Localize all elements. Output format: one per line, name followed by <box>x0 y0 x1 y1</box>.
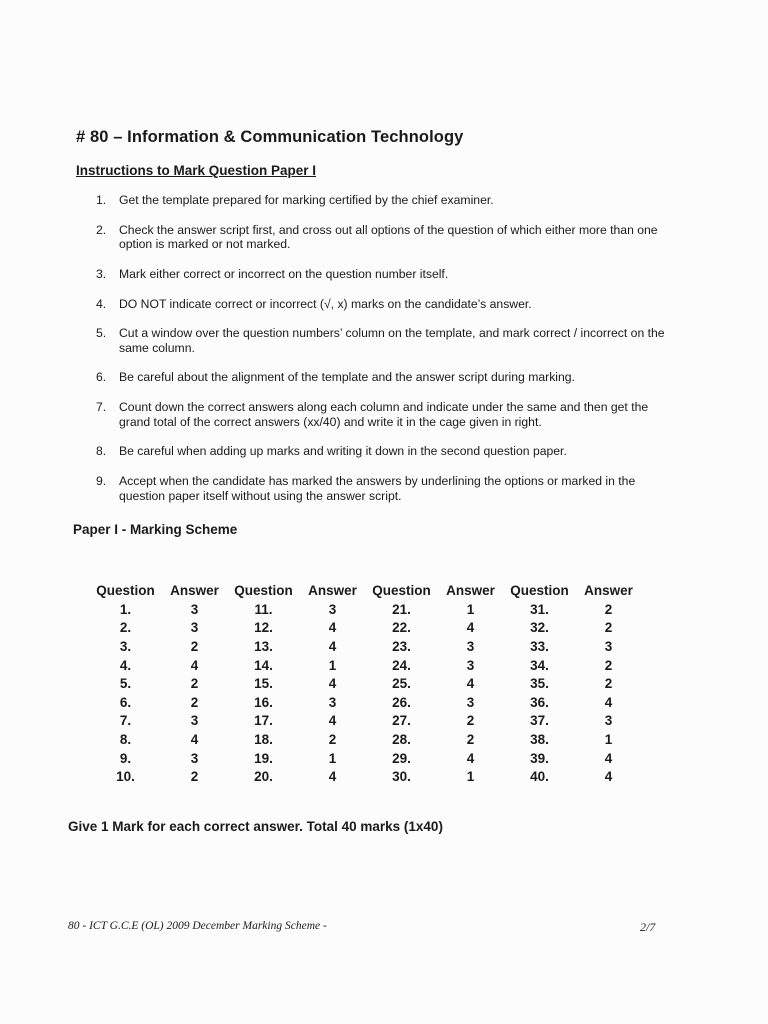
answer-cell: 1 <box>604 731 613 747</box>
instruction-text: Check the answer script first, and cross out all options of the question of which either more than one option is marked or not marked. <box>119 222 658 252</box>
answer-cell: 2 <box>190 769 199 785</box>
answer-cell: 2 <box>604 601 613 617</box>
column-header: Question <box>372 583 431 598</box>
instruction-text: DO NOT indicate correct or incorrect (√, x) marks on the candidate’s answer. <box>119 296 532 311</box>
instruction-item <box>96 400 676 429</box>
document-title: # 80 – Information & Communication Technology <box>76 128 464 146</box>
question-number-cell: 35. <box>530 676 549 692</box>
question-number-cell: 8. <box>119 731 132 747</box>
question-number-cell: 7. <box>119 713 132 729</box>
instruction-text: Count down the correct answers along each column and indicate under the same and then get the grand total of the correct answers (xx/40) and write it in the cage given in right. <box>119 400 649 429</box>
question-number-cell: 5. <box>119 676 132 692</box>
instruction-number: 8. <box>96 444 107 459</box>
table-row <box>90 600 642 619</box>
instruction-item <box>96 370 676 385</box>
answer-cell: 2 <box>328 731 337 747</box>
question-number-cell: 14. <box>254 657 273 673</box>
instructions-list <box>96 193 676 518</box>
question-number-cell: 3. <box>119 638 132 654</box>
column-header: Answer <box>584 583 633 598</box>
instruction-number: 1. <box>96 193 107 207</box>
instruction-number: 3. <box>96 266 107 281</box>
column-header: Question <box>234 583 293 598</box>
question-number-cell: 27. <box>392 713 411 729</box>
question-number-cell: 34. <box>530 657 549 673</box>
question-number-cell: 22. <box>392 620 411 636</box>
table-row <box>90 749 642 768</box>
instruction-number: 6. <box>96 370 107 385</box>
column-header: Answer <box>446 583 495 598</box>
instruction-item <box>96 326 676 355</box>
table-row <box>90 656 642 675</box>
question-number-cell: 31. <box>530 601 549 617</box>
column-header: Answer <box>308 583 357 598</box>
question-number-cell: 20. <box>254 769 273 785</box>
answer-cell: 4 <box>466 750 475 766</box>
answer-cell: 3 <box>466 638 475 654</box>
question-number-cell: 10. <box>116 769 135 785</box>
instruction-item <box>96 223 676 252</box>
table-header-row <box>90 581 642 600</box>
question-number-cell: 1. <box>119 601 132 617</box>
question-number-cell: 37. <box>530 713 549 729</box>
instruction-text: Be careful when adding up marks and writing it down in the second question paper. <box>119 444 567 459</box>
instruction-item <box>96 297 676 312</box>
table-row <box>90 619 642 638</box>
question-number-cell: 13. <box>254 638 273 654</box>
answer-cell: 1 <box>328 750 337 766</box>
marking-scheme-heading: Paper I - Marking Scheme <box>73 522 238 537</box>
answer-cell: 4 <box>466 676 475 692</box>
question-number-cell: 36. <box>530 694 549 710</box>
answer-cell: 2 <box>604 620 613 636</box>
instruction-text: Mark either correct or incorrect on the question number itself. <box>119 266 449 281</box>
table-row <box>90 693 642 712</box>
instruction-item <box>96 474 676 503</box>
instruction-text: Accept when the candidate has marked the answers by underlining the options or marked in the question paper itself without using the answer script. <box>119 474 636 503</box>
instruction-number: 5. <box>96 326 107 341</box>
answer-cell: 4 <box>328 638 337 654</box>
question-number-cell: 18. <box>254 731 273 747</box>
answer-cell: 4 <box>190 657 199 673</box>
answer-cell: 2 <box>190 676 199 692</box>
column-header: Question <box>510 583 569 598</box>
question-number-cell: 32. <box>530 620 549 636</box>
instruction-item <box>96 444 676 459</box>
question-number-cell: 23. <box>392 638 411 654</box>
question-number-cell: 38. <box>530 731 549 747</box>
table-row <box>90 712 642 731</box>
answer-cell: 3 <box>604 713 613 729</box>
answer-cell: 2 <box>466 731 475 747</box>
question-number-cell: 9. <box>119 750 132 766</box>
answer-cell: 2 <box>604 676 613 692</box>
question-number-cell: 16. <box>254 694 273 710</box>
instruction-item <box>96 267 676 282</box>
instruction-text: Get the template prepared for marking certified by the chief examiner. <box>119 193 494 207</box>
answer-cell: 4 <box>604 694 613 710</box>
question-number-cell: 29. <box>392 750 411 766</box>
question-number-cell: 24. <box>392 657 411 673</box>
table-body <box>90 600 642 786</box>
answer-cell: 4 <box>190 731 199 747</box>
answer-key-table <box>90 581 642 786</box>
question-number-cell: 19. <box>254 750 273 766</box>
answer-cell: 4 <box>328 769 337 785</box>
question-number-cell: 39. <box>530 750 549 766</box>
question-number-cell: 4. <box>119 657 132 673</box>
answer-cell: 3 <box>328 601 337 617</box>
answer-cell: 2 <box>604 657 613 673</box>
answer-cell: 3 <box>190 750 199 766</box>
answer-cell: 3 <box>604 638 613 654</box>
answer-cell: 4 <box>466 620 475 636</box>
question-number-cell: 40. <box>530 769 549 785</box>
answer-cell: 1 <box>466 601 475 617</box>
instruction-number: 4. <box>96 296 107 311</box>
answer-cell: 3 <box>466 694 475 710</box>
instructions-heading: Instructions to Mark Question Paper I <box>76 163 317 178</box>
question-number-cell: 30. <box>392 769 411 785</box>
answer-cell: 3 <box>328 694 337 710</box>
table-row <box>90 730 642 749</box>
marks-note: Give 1 Mark for each correct answer. Total 40 marks (1x40) <box>68 819 443 834</box>
question-number-cell: 17. <box>254 713 273 729</box>
answer-cell: 2 <box>466 713 475 729</box>
answer-cell: 2 <box>190 694 199 710</box>
answer-cell: 4 <box>328 676 337 692</box>
answer-cell: 4 <box>328 620 337 636</box>
answer-cell: 3 <box>190 601 199 617</box>
table-row <box>90 674 642 693</box>
question-number-cell: 11. <box>254 601 273 617</box>
answer-cell: 4 <box>604 750 613 766</box>
column-header: Question <box>96 583 155 598</box>
column-header: Answer <box>170 583 219 598</box>
instruction-number: 7. <box>96 400 107 415</box>
page-footer: 80 - ICT G.C.E (OL) 2009 December Marking Scheme - <box>68 920 327 932</box>
answer-cell: 1 <box>466 769 475 785</box>
answer-cell: 4 <box>604 769 613 785</box>
question-number-cell: 28. <box>392 731 411 747</box>
answer-cell: 3 <box>190 620 199 636</box>
question-number-cell: 6. <box>119 694 132 710</box>
table-row <box>90 767 642 786</box>
table-row <box>90 637 642 656</box>
instruction-number: 2. <box>96 222 107 237</box>
answer-cell: 4 <box>328 713 337 729</box>
question-number-cell: 12. <box>254 620 273 636</box>
instruction-number: 9. <box>96 474 107 488</box>
question-number-cell: 25. <box>392 676 411 692</box>
answer-cell: 3 <box>466 657 475 673</box>
instruction-item <box>96 193 676 208</box>
instruction-text: Cut a window over the question numbers’ column on the template, and mark correct / incorrect on the same column. <box>119 326 665 355</box>
page-number: 2/7 <box>640 920 656 934</box>
question-number-cell: 33. <box>530 638 549 654</box>
question-number-cell: 15. <box>254 676 273 692</box>
question-number-cell: 26. <box>392 694 411 710</box>
question-number-cell: 21. <box>392 601 411 617</box>
answer-cell: 3 <box>190 713 199 729</box>
instruction-text: Be careful about the alignment of the template and the answer script during marking. <box>119 370 575 385</box>
answer-cell: 1 <box>328 657 337 673</box>
question-number-cell: 2. <box>119 620 132 636</box>
answer-cell: 2 <box>190 638 199 654</box>
